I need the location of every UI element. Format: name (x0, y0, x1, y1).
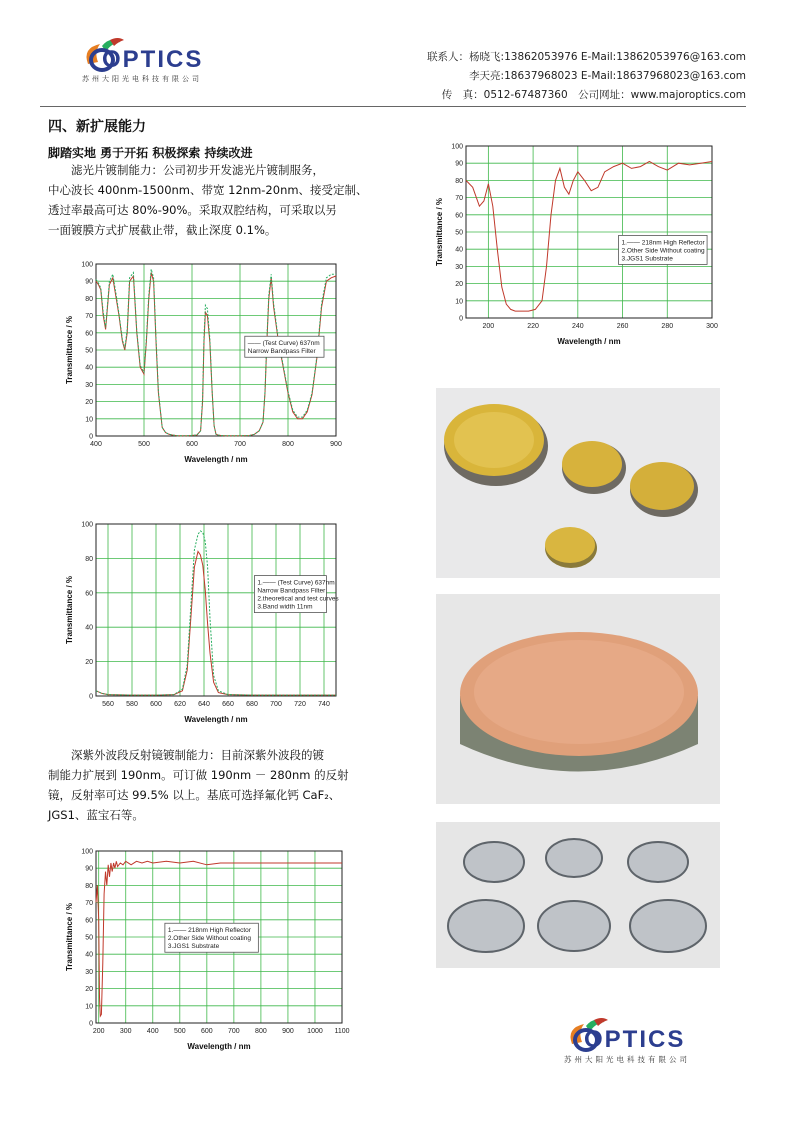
y-tick-label: 40 (85, 624, 93, 632)
x-tick-label: 600 (186, 441, 198, 448)
y-tick-label: 90 (85, 865, 93, 873)
y-tick-label: 80 (85, 882, 93, 890)
y-tick-label: 10 (455, 298, 463, 306)
x-tick-label: 700 (270, 701, 282, 708)
chart-218nm-reflector-wide (62, 845, 348, 1055)
y-tick-label: 50 (455, 229, 463, 237)
contact-line-2: 李天亮:18637968023 E-Mail:18637968023@163.com (469, 70, 746, 82)
x-tick-label: 720 (294, 701, 306, 708)
y-tick-label: 60 (85, 590, 93, 598)
y-tick-label: 0 (89, 1020, 93, 1028)
x-axis-label: Wavelength / nm (184, 455, 248, 464)
x-tick-label: 260 (616, 323, 629, 330)
x-tick-label: 600 (150, 701, 162, 708)
y-tick-label: 30 (455, 263, 463, 271)
y-tick-label: 40 (85, 951, 93, 959)
footer-logo (560, 1018, 750, 1068)
x-tick-label: 1100 (334, 1028, 350, 1035)
x-tick-label: 800 (255, 1028, 267, 1035)
y-axis-label: Transmittance / % (65, 902, 74, 972)
x-axis-label: Wavelength / nm (557, 337, 621, 346)
y-tick-label: 30 (85, 381, 93, 389)
legend-entry: 2.Other Side Without coating (167, 935, 251, 943)
y-tick-label: 10 (85, 1003, 93, 1011)
x-tick-label: 300 (119, 1028, 132, 1035)
contact-line-3: 传 真：0512-67487360 公司网址：www.majoroptics.com (441, 89, 746, 101)
y-tick-label: 70 (85, 900, 93, 908)
legend-entry: 2.Other Side Without coating (621, 247, 705, 255)
chart-218nm-reflector-zoom (432, 140, 718, 350)
photo-large-orange-optic (436, 594, 720, 804)
x-tick-label: 280 (661, 323, 674, 330)
y-tick-label: 0 (89, 433, 93, 441)
y-tick-label: 20 (85, 659, 93, 667)
y-tick-label: 80 (85, 555, 93, 563)
y-tick-label: 60 (85, 330, 93, 338)
large-coated-optic-image (436, 594, 720, 804)
chart-bandpass-filter (62, 258, 342, 468)
x-tick-label: 680 (246, 701, 258, 708)
y-tick-label: 90 (455, 160, 463, 168)
x-tick-label: 740 (318, 701, 330, 708)
y-tick-label: 80 (455, 177, 463, 185)
company-logo (60, 38, 230, 88)
y-axis-label: Transmittance / % (65, 315, 74, 385)
filter-capability-paragraph: 滤光片镀制能力：公司初步开发滤光片镀制服务， 中心波长 400nm-1500nm、带宽 12nm-20nm、接受定制、 透过率最高可达 80%-90%。采取双腔结构，可采取以另 一面镀膜方式扩展截止带，截止深度 0.1%。 (48, 163, 368, 237)
x-tick-label: 900 (282, 1028, 294, 1035)
x-tick-label: 1000 (307, 1028, 323, 1035)
x-tick-label: 620 (174, 701, 186, 708)
y-tick-label: 20 (85, 399, 93, 407)
x-tick-label: 800 (282, 441, 294, 448)
y-tick-label: 80 (85, 295, 93, 303)
y-tick-label: 40 (455, 246, 463, 254)
legend-entry: Narrow Bandpass Filter (247, 348, 316, 356)
section-title: 四、新扩展能力 (48, 119, 146, 135)
x-tick-label: 220 (527, 323, 539, 330)
x-tick-label: 700 (234, 441, 246, 448)
x-tick-label: 640 (198, 701, 210, 708)
legend-entry: 1.—— 218nm High Reflector (167, 927, 251, 935)
x-tick-label: 200 (482, 323, 495, 330)
duv-reflector-paragraph: 深紫外波段反射镜镀制能力：目前深紫外波段的镀 制能力扩展到 190nm。可订做 190nm － 280nm 的反射 镜，反射率可达 99.5% 以上。基底可选择氟化钙 CaF₂、 JGS1、蓝宝石等。 (48, 748, 349, 822)
y-axis-label: Transmittance / % (435, 197, 444, 267)
legend-entry: 1.—— 218nm High Reflector (621, 239, 705, 247)
header-divider (40, 106, 746, 107)
y-tick-label: 100 (81, 521, 93, 529)
legend-entry: 1.—— (Test Curve) 637nm (257, 579, 335, 587)
y-tick-label: 100 (81, 261, 93, 269)
legend-entry: 3.Band width 11nm (257, 603, 313, 611)
photo-yellow-filters (436, 388, 720, 578)
x-tick-label: 660 (222, 701, 234, 708)
uv-mirror-discs-image (436, 822, 720, 968)
x-tick-label: 560 (102, 701, 114, 708)
photo-mirror-set (436, 822, 720, 968)
y-tick-label: 20 (455, 281, 463, 289)
legend-entry: —— (Test Curve) 637nm (247, 340, 320, 348)
y-axis-label: Transmittance / % (65, 575, 74, 645)
x-tick-label: 200 (92, 1028, 105, 1035)
x-tick-label: 580 (126, 701, 138, 708)
y-tick-label: 40 (85, 364, 93, 372)
legend-entry: 2.theoretical and test curves (257, 595, 339, 603)
x-tick-label: 240 (571, 323, 584, 330)
y-tick-label: 100 (451, 143, 463, 151)
y-tick-label: 100 (81, 848, 93, 856)
y-tick-label: 60 (455, 212, 463, 220)
x-tick-label: 300 (706, 323, 718, 330)
footer-logo-wordmark: OPTICS (584, 1026, 686, 1053)
x-tick-label: 600 (200, 1028, 213, 1035)
y-tick-label: 10 (85, 416, 93, 424)
y-tick-label: 30 (85, 968, 93, 976)
y-tick-label: 20 (85, 986, 93, 994)
y-tick-label: 90 (85, 278, 93, 286)
legend-entry: 3.JGS1 Substrate (621, 255, 673, 263)
x-axis-label: Wavelength / nm (187, 1042, 251, 1051)
y-tick-label: 50 (85, 347, 93, 355)
logo-wordmark: OPTICS (102, 46, 204, 73)
x-axis-label: Wavelength / nm (184, 715, 248, 724)
x-tick-label: 900 (330, 441, 342, 448)
y-tick-label: 60 (85, 917, 93, 925)
y-tick-label: 50 (85, 934, 93, 942)
y-tick-label: 0 (459, 315, 463, 323)
y-tick-label: 70 (85, 313, 93, 321)
yellow-filter-discs-image (436, 388, 720, 578)
x-tick-label: 400 (146, 1028, 159, 1035)
chart-637nm-bandpass (62, 518, 342, 728)
y-tick-label: 70 (455, 195, 463, 203)
contact-info (406, 48, 746, 105)
legend-entry: Narrow Bandpass Filter (257, 587, 326, 595)
x-tick-label: 700 (228, 1028, 240, 1035)
x-tick-label: 400 (90, 441, 102, 448)
legend-entry: 3.JGS1 Substrate (167, 943, 220, 951)
y-tick-label: 0 (89, 693, 93, 701)
logo-subtitle: 苏州大阳光电科技有限公司 (82, 75, 202, 83)
section-subtitle: 脚踏实地 勇于开拓 积极探索 持续改进 (48, 146, 253, 160)
x-tick-label: 500 (173, 1028, 186, 1035)
contact-line-1: 联系人：杨晓飞:13862053976 E-Mail:13862053976@163.com (427, 51, 746, 63)
footer-logo-subtitle: 苏州大阳光电科技有限公司 (564, 1055, 690, 1064)
x-tick-label: 500 (138, 441, 150, 448)
